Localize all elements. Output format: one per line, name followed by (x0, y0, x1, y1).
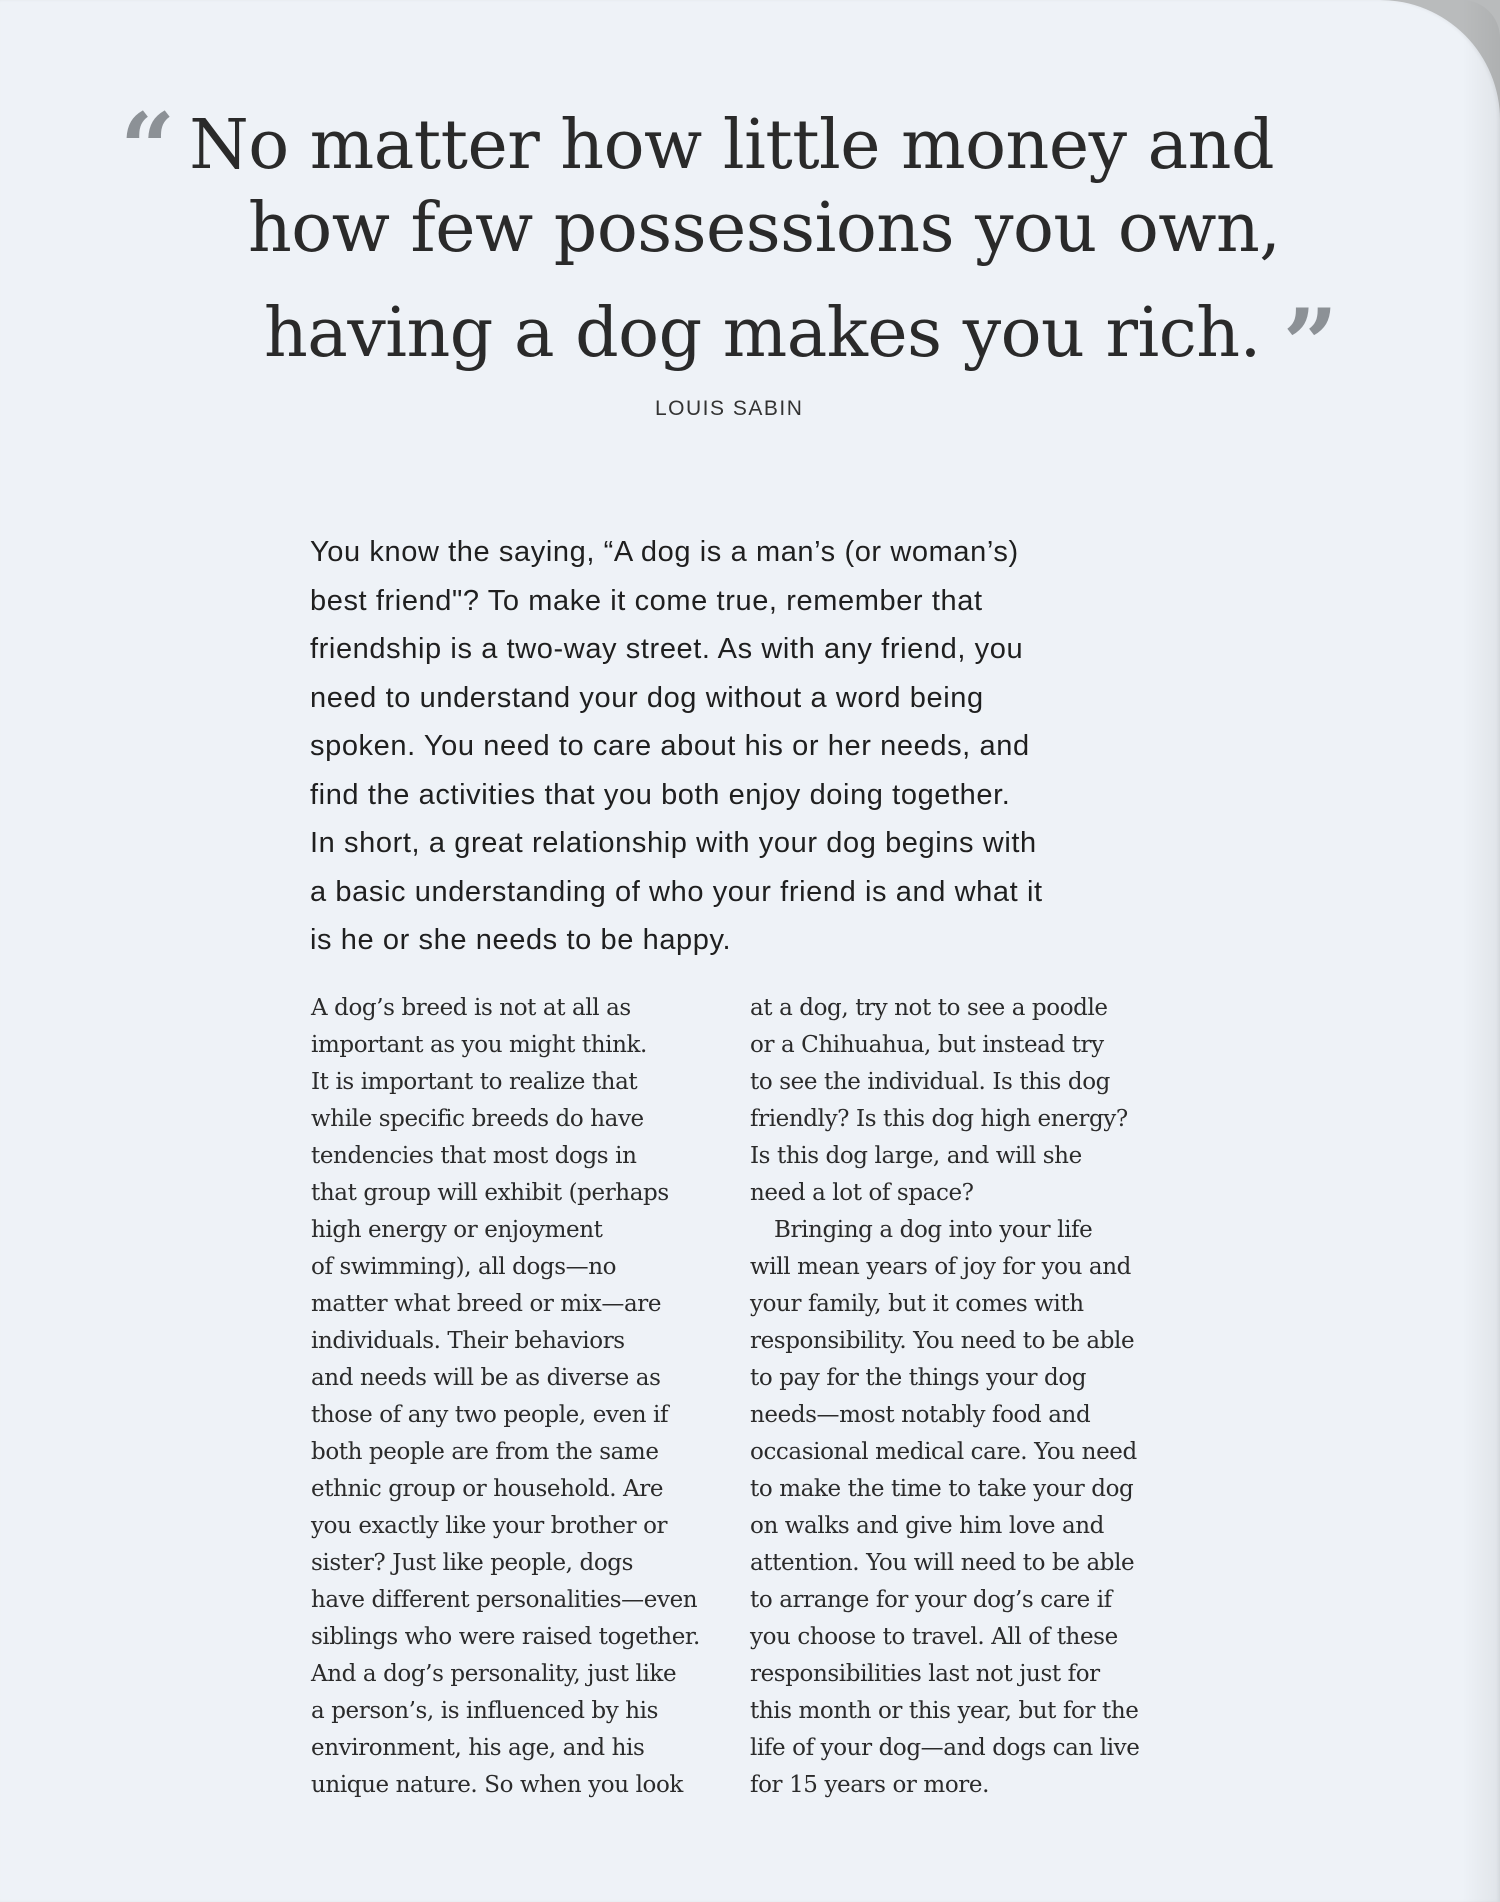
body-line: to pay for the things your dog (750, 1365, 1087, 1391)
body-line: matter what breed or mix—are (311, 1291, 662, 1317)
body-column-right (750, 990, 1170, 1804)
quote-line-1 (120, 88, 1274, 205)
body-line: will mean years of joy for you and (750, 1254, 1131, 1280)
body-line: on walks and give him love and (750, 1513, 1104, 1539)
body-column-left (311, 990, 731, 1804)
body-line: individuals. Their behaviors (311, 1328, 625, 1354)
body-line: this month or this year, but for the (750, 1698, 1139, 1724)
body-line: tendencies that most dogs in (311, 1143, 637, 1169)
body-line: that group will exhibit (perhaps (311, 1180, 669, 1206)
body-line: It is important to realize that (311, 1069, 638, 1095)
body-line: or a Chihuahua, but instead try (750, 1032, 1104, 1058)
page-edge-shade (1462, 0, 1500, 1902)
intro-line: In short, a great relationship with your dog begins with (310, 827, 1037, 859)
quote-text-3: having a dog makes you rich. (264, 294, 1261, 373)
body-line: A dog’s breed is not at all as (311, 995, 631, 1021)
intro-line: a basic understanding of who your friend is and what it (310, 875, 1043, 908)
body-line: ethnic group or household. Are (311, 1476, 664, 1502)
body-line: those of any two people, even if (311, 1402, 669, 1428)
body-line: of swimming), all dogs—no (311, 1254, 617, 1280)
open-quote-mark: “ (120, 92, 168, 205)
body-line: and needs will be as diverse as (311, 1365, 661, 1391)
body-line: friendly? Is this dog high energy? (750, 1106, 1128, 1132)
intro-line: need to understand your dog without a word being (310, 681, 984, 714)
intro-line: friendship is a two-way street. As with any friend, you (310, 633, 1024, 665)
body-line: a person’s, is influenced by his (311, 1698, 659, 1724)
body-line: unique nature. So when you look (311, 1772, 683, 1798)
body-line: you choose to travel. All of these (750, 1624, 1118, 1650)
body-line: at a dog, try not to see a poodle (750, 995, 1108, 1021)
quote-text-2: how few possessions you own, (248, 189, 1281, 268)
quote-line-3 (264, 276, 1330, 401)
body-line: important as you might think. (311, 1032, 647, 1058)
body-line: responsibility. You need to be able (750, 1328, 1135, 1354)
body-line: you exactly like your brother or (311, 1513, 668, 1539)
intro-line: find the activities that you both enjoy doing together. (310, 778, 1011, 811)
body-line: need a lot of space? (750, 1180, 974, 1206)
body-line: And a dog’s personality, just like (311, 1661, 677, 1687)
quote-text-1: No matter how little money and (189, 106, 1274, 185)
body-line: both people are from the same (311, 1439, 659, 1465)
body-line: to see the individual. Is this dog (750, 1069, 1110, 1095)
body-line: environment, his age, and his (311, 1735, 645, 1761)
intro-line: is he or she needs to be happy. (310, 924, 732, 956)
intro-line: You know the saying, “A dog is a man’s (or woman’s) (310, 536, 1019, 568)
body-line: siblings who were raised together. (311, 1624, 700, 1650)
intro-line: spoken. You need to care about his or her needs, and (310, 730, 1030, 762)
body-line: life of your dog—and dogs can live (750, 1735, 1140, 1761)
body-line: your family, but it comes with (750, 1291, 1084, 1317)
quote-attribution: LOUIS SABIN (655, 397, 804, 420)
body-line: high energy or enjoyment (311, 1217, 603, 1243)
body-line: to make the time to take your dog (750, 1476, 1134, 1502)
body-line: Is this dog large, and will she (750, 1143, 1082, 1169)
body-line: to arrange for your dog’s care if (750, 1587, 1112, 1613)
body-line: needs—most notably food and (750, 1402, 1091, 1428)
body-line: occasional medical care. You need (750, 1439, 1137, 1465)
body-line-paragraph-start: Bringing a dog into your life (774, 1217, 1093, 1243)
body-line: responsibilities last not just for (750, 1661, 1100, 1687)
intro-paragraph (310, 528, 1230, 965)
body-line: for 15 years or more. (750, 1772, 989, 1798)
quote-line-2 (248, 182, 1280, 276)
body-line: while specific breeds do have (311, 1106, 644, 1132)
body-line: sister? Just like people, dogs (311, 1550, 634, 1576)
body-line: have different personalities—even (311, 1587, 698, 1613)
intro-line: best friend"? To make it come true, remember that (310, 584, 983, 617)
body-line: attention. You will need to be able (750, 1550, 1135, 1576)
close-quote-mark: ” (1282, 288, 1330, 401)
